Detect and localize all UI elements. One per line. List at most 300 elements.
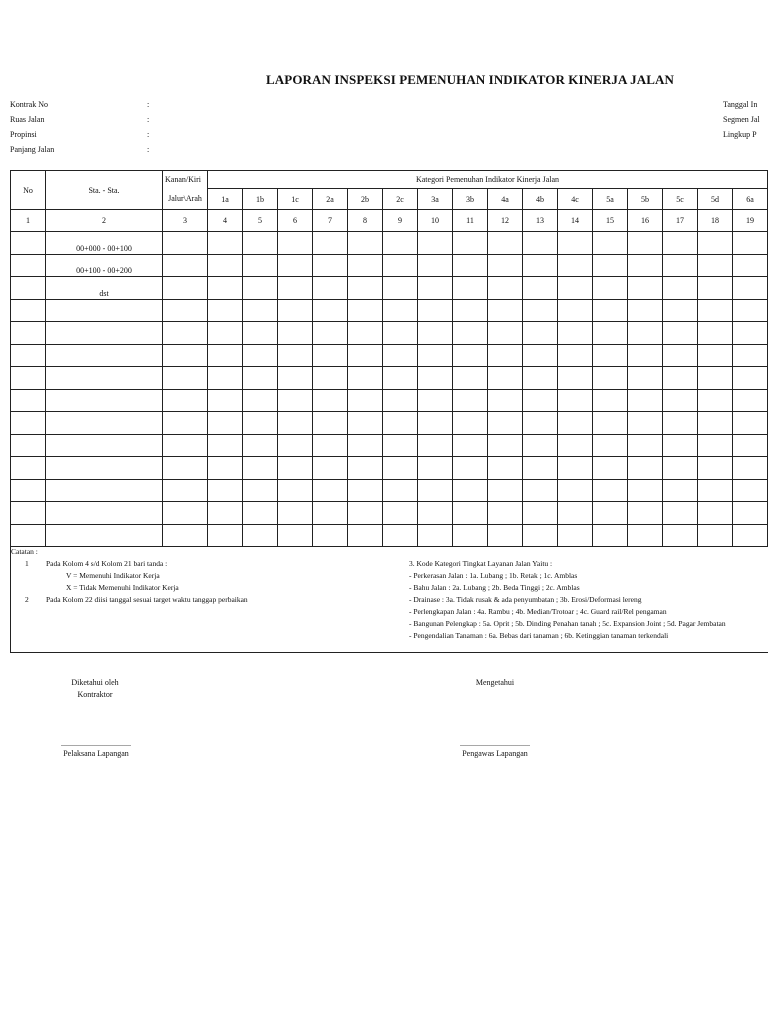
table-cell <box>488 277 523 300</box>
table-cell <box>418 457 453 480</box>
table-row <box>11 412 768 435</box>
table-cell <box>488 412 523 435</box>
table-cell <box>558 502 593 525</box>
table-cell <box>208 299 243 322</box>
category-header-5c: 5c <box>663 189 698 210</box>
table-cell <box>163 434 208 457</box>
table-cell <box>628 479 663 502</box>
meta-label-ruas: Ruas Jalan <box>10 115 45 124</box>
note-text: Pada Kolom 4 s/d Kolom 21 bari tanda : <box>46 559 168 568</box>
category-header-3b: 3b <box>453 189 488 210</box>
row-sta-range <box>46 299 163 322</box>
table-cell <box>733 389 768 412</box>
note-code: - Perlengkapan Jalan : 4a. Rambu ; 4b. Median/Trotoar ; 4c. Guard rail/Rel pengaman <box>409 607 667 616</box>
notes-section <box>10 546 768 653</box>
table-cell <box>243 277 278 300</box>
table-cell <box>163 457 208 480</box>
table-cell <box>383 502 418 525</box>
table-row <box>11 232 768 255</box>
table-cell <box>488 299 523 322</box>
row-sta-range: dst <box>46 277 163 300</box>
table-cell <box>698 524 733 547</box>
table-cell <box>698 502 733 525</box>
table-cell <box>208 479 243 502</box>
table-cell <box>523 412 558 435</box>
table-cell <box>698 457 733 480</box>
header-side-1: Kanan/Kiri <box>163 171 208 189</box>
table-cell <box>628 299 663 322</box>
table-cell <box>488 367 523 390</box>
note-text: V = Memenuhi Indikator Kerja <box>66 571 160 580</box>
row-sta-range <box>46 344 163 367</box>
table-cell <box>243 254 278 277</box>
row-sta-range <box>46 479 163 502</box>
table-cell <box>488 254 523 277</box>
table-cell <box>348 277 383 300</box>
table-cell <box>453 232 488 255</box>
table-cell <box>523 232 558 255</box>
table-cell <box>11 434 46 457</box>
meta-colon: : <box>147 145 150 154</box>
table-cell <box>663 322 698 345</box>
column-number: 15 <box>593 210 628 232</box>
table-cell <box>278 524 313 547</box>
meta-right-tanggal: Tanggal In <box>723 100 758 109</box>
table-cell <box>348 299 383 322</box>
table-cell <box>558 277 593 300</box>
table-cell <box>278 389 313 412</box>
category-header-2a: 2a <box>313 189 348 210</box>
table-cell <box>243 367 278 390</box>
table-cell <box>628 434 663 457</box>
table-cell <box>523 277 558 300</box>
table-cell <box>523 524 558 547</box>
meta-colon: : <box>147 115 150 124</box>
meta-colon: : <box>147 100 150 109</box>
table-cell <box>313 479 348 502</box>
category-header-4a: 4a <box>488 189 523 210</box>
row-sta-range: 00+000 - 00+100 <box>46 232 163 255</box>
table-cell <box>593 254 628 277</box>
table-cell <box>663 502 698 525</box>
table-cell <box>383 457 418 480</box>
row-sta-range <box>46 389 163 412</box>
table-cell <box>523 457 558 480</box>
table-row <box>11 457 768 480</box>
table-cell <box>348 344 383 367</box>
table-cell <box>313 344 348 367</box>
header-sta: Sta. - Sta. <box>46 171 163 210</box>
table-cell <box>208 277 243 300</box>
table-cell <box>11 389 46 412</box>
row-sta-range <box>46 524 163 547</box>
header-no: No <box>11 171 46 210</box>
table-cell <box>593 479 628 502</box>
column-number: 14 <box>558 210 593 232</box>
table-cell <box>488 232 523 255</box>
page-title: LAPORAN INSPEKSI PEMENUHAN INDIKATOR KINERJA JALAN <box>266 72 674 87</box>
table-cell <box>733 434 768 457</box>
table-cell <box>278 457 313 480</box>
table-cell <box>348 412 383 435</box>
table-cell <box>593 367 628 390</box>
table-cell <box>558 322 593 345</box>
table-cell <box>163 479 208 502</box>
table-cell <box>208 502 243 525</box>
table-cell <box>348 502 383 525</box>
table-cell <box>278 232 313 255</box>
category-header-2b: 2b <box>348 189 383 210</box>
column-number: 3 <box>163 210 208 232</box>
table-cell <box>313 412 348 435</box>
table-cell <box>208 367 243 390</box>
table-cell <box>243 322 278 345</box>
meta-left <box>10 100 170 160</box>
table-cell <box>348 232 383 255</box>
table-row <box>11 367 768 390</box>
table-cell <box>628 524 663 547</box>
note-code: - Drainase : 3a. Tidak rusak & ada penyumbatan ; 3b. Erosi/Deformasi lereng <box>409 595 642 604</box>
table-cell <box>11 502 46 525</box>
category-header-5d: 5d <box>698 189 733 210</box>
table-cell <box>208 344 243 367</box>
table-cell <box>733 322 768 345</box>
table-cell <box>453 479 488 502</box>
table-cell <box>243 524 278 547</box>
table-cell <box>383 389 418 412</box>
table-cell <box>278 367 313 390</box>
note-num: 1 <box>25 559 29 568</box>
table-cell <box>698 299 733 322</box>
table-cell <box>383 524 418 547</box>
category-header-6a: 6a <box>733 189 768 210</box>
table-cell <box>313 502 348 525</box>
table-cell <box>593 322 628 345</box>
table-cell <box>698 389 733 412</box>
table-cell <box>418 232 453 255</box>
row-sta-range <box>46 367 163 390</box>
column-number: 9 <box>383 210 418 232</box>
table-cell <box>313 232 348 255</box>
table-cell <box>418 434 453 457</box>
table-cell <box>313 367 348 390</box>
table-cell <box>733 277 768 300</box>
column-number: 2 <box>46 210 163 232</box>
table-cell <box>593 277 628 300</box>
table-cell <box>208 232 243 255</box>
table-cell <box>558 389 593 412</box>
table-cell <box>593 524 628 547</box>
table-cell <box>593 412 628 435</box>
table-cell <box>313 299 348 322</box>
category-header-3a: 3a <box>418 189 453 210</box>
table-cell <box>663 277 698 300</box>
table-cell <box>593 389 628 412</box>
table-cell <box>208 389 243 412</box>
meta-label-kontrak: Kontrak No <box>10 100 48 109</box>
table-cell <box>593 232 628 255</box>
table-cell <box>733 457 768 480</box>
table-cell <box>163 412 208 435</box>
table-cell <box>453 434 488 457</box>
table-cell <box>313 457 348 480</box>
table-cell <box>278 254 313 277</box>
table-cell <box>348 322 383 345</box>
table-cell <box>733 524 768 547</box>
table-cell <box>383 322 418 345</box>
table-cell <box>163 232 208 255</box>
sign-left-line: ................................... <box>61 739 131 748</box>
table-cell <box>313 322 348 345</box>
column-number: 7 <box>313 210 348 232</box>
table-cell <box>663 524 698 547</box>
table-cell <box>698 479 733 502</box>
table-cell <box>453 457 488 480</box>
table-cell <box>208 524 243 547</box>
header-side-2: Jalur\Arah <box>163 189 208 210</box>
table-cell <box>488 434 523 457</box>
note-num: 2 <box>25 595 29 604</box>
table-cell <box>488 344 523 367</box>
table-cell <box>558 344 593 367</box>
table-cell <box>243 412 278 435</box>
table-cell <box>418 322 453 345</box>
table-cell <box>278 277 313 300</box>
table-cell <box>383 344 418 367</box>
row-sta-range <box>46 502 163 525</box>
table-cell <box>348 254 383 277</box>
table-cell <box>418 254 453 277</box>
table-cell <box>278 479 313 502</box>
table-cell <box>663 434 698 457</box>
table-cell <box>243 457 278 480</box>
sign-left-role: Pelaksana Lapangan <box>63 749 129 758</box>
table-cell <box>733 367 768 390</box>
table-cell <box>163 277 208 300</box>
row-sta-range <box>46 412 163 435</box>
table-cell <box>698 322 733 345</box>
header-categories: Kategori Pemenuhan Indikator Kinerja Jalan <box>208 171 768 189</box>
table-cell <box>208 322 243 345</box>
table-cell <box>523 389 558 412</box>
table-cell <box>733 479 768 502</box>
table-cell <box>628 344 663 367</box>
table-cell <box>488 322 523 345</box>
table-cell <box>383 277 418 300</box>
table-cell <box>628 457 663 480</box>
meta-right-lingkup: Lingkup P <box>723 130 757 139</box>
table-cell <box>418 412 453 435</box>
table-cell <box>593 299 628 322</box>
table-cell <box>163 322 208 345</box>
table-cell <box>663 389 698 412</box>
table-cell <box>523 254 558 277</box>
table-cell <box>593 344 628 367</box>
table-cell <box>453 277 488 300</box>
table-cell <box>348 457 383 480</box>
column-number: 5 <box>243 210 278 232</box>
table-cell <box>383 434 418 457</box>
meta-label-panjang: Panjang Jalan <box>10 145 55 154</box>
column-number: 8 <box>348 210 383 232</box>
table-row <box>11 299 768 322</box>
category-header-4b: 4b <box>523 189 558 210</box>
meta-colon: : <box>147 130 150 139</box>
table-cell <box>523 367 558 390</box>
table-cell <box>453 412 488 435</box>
table-cell <box>313 254 348 277</box>
table-cell <box>11 344 46 367</box>
table-cell <box>488 479 523 502</box>
table-cell <box>453 524 488 547</box>
table-cell <box>278 299 313 322</box>
sign-right-role: Pengawas Lapangan <box>462 749 528 758</box>
column-number: 19 <box>733 210 768 232</box>
table-cell <box>278 412 313 435</box>
category-header-5a: 5a <box>593 189 628 210</box>
table-cell <box>558 367 593 390</box>
table-cell <box>453 502 488 525</box>
category-header-5b: 5b <box>628 189 663 210</box>
table-cell <box>163 502 208 525</box>
note-code: - Pengendalian Tanaman : 6a. Bebas dari tanaman ; 6b. Ketinggian tanaman terkendali <box>409 631 669 640</box>
table-cell <box>418 479 453 502</box>
table-cell <box>453 254 488 277</box>
table-cell <box>453 299 488 322</box>
table-cell <box>558 254 593 277</box>
table-cell <box>418 299 453 322</box>
column-number: 16 <box>628 210 663 232</box>
table-cell <box>453 322 488 345</box>
table-cell <box>383 299 418 322</box>
category-header-1a: 1a <box>208 189 243 210</box>
row-sta-range <box>46 434 163 457</box>
table-cell <box>558 412 593 435</box>
table-cell <box>383 412 418 435</box>
table-cell <box>313 524 348 547</box>
table-cell <box>733 232 768 255</box>
table-cell <box>523 299 558 322</box>
row-sta-range <box>46 457 163 480</box>
table-cell <box>418 367 453 390</box>
note-code: - Bangunan Pelengkap : 5a. Oprit ; 5b. Dinding Penahan tanah ; 5c. Expansion Joint ; 5d. Pagar Jembatan <box>409 619 726 628</box>
table-row <box>11 277 768 300</box>
table-cell <box>313 277 348 300</box>
table-cell <box>663 367 698 390</box>
table-cell <box>453 367 488 390</box>
table-cell <box>243 434 278 457</box>
table-cell <box>243 344 278 367</box>
table-cell <box>733 344 768 367</box>
column-number: 12 <box>488 210 523 232</box>
table-cell <box>733 254 768 277</box>
note-text: Pada Kolom 22 diisi tanggal sesuai target waktu tanggap perbaikan <box>46 595 248 604</box>
table-cell <box>163 299 208 322</box>
table-cell <box>453 344 488 367</box>
table-cell <box>663 457 698 480</box>
row-sta-range <box>46 322 163 345</box>
meta-right-segmen: Segmen Jal <box>723 115 760 124</box>
table-cell <box>348 479 383 502</box>
table-cell <box>593 502 628 525</box>
table-cell <box>11 367 46 390</box>
table-cell <box>593 457 628 480</box>
table-cell <box>278 434 313 457</box>
table-cell <box>11 232 46 255</box>
table-cell <box>628 367 663 390</box>
sign-left-sub: Kontraktor <box>77 690 113 699</box>
table-row <box>11 389 768 412</box>
table-cell <box>628 232 663 255</box>
column-number: 4 <box>208 210 243 232</box>
table-cell <box>523 344 558 367</box>
row-sta-range: 00+100 - 00+200 <box>46 254 163 277</box>
table-cell <box>11 412 46 435</box>
table-cell <box>243 232 278 255</box>
notes-heading: Catatan : <box>11 547 38 556</box>
table-cell <box>383 254 418 277</box>
table-cell <box>383 232 418 255</box>
table-cell <box>523 479 558 502</box>
table-cell <box>418 389 453 412</box>
table-cell <box>163 367 208 390</box>
table-cell <box>278 322 313 345</box>
table-cell <box>523 322 558 345</box>
column-number: 17 <box>663 210 698 232</box>
table-row <box>11 502 768 525</box>
table-cell <box>733 299 768 322</box>
table-cell <box>488 457 523 480</box>
table-cell <box>663 254 698 277</box>
sign-left-head: Diketahui oleh <box>71 678 119 687</box>
table-cell <box>11 322 46 345</box>
table-cell <box>488 502 523 525</box>
table-row <box>11 322 768 345</box>
category-header-1b: 1b <box>243 189 278 210</box>
table-cell <box>558 457 593 480</box>
table-cell <box>663 479 698 502</box>
table-cell <box>523 434 558 457</box>
table-cell <box>243 389 278 412</box>
table-cell <box>558 434 593 457</box>
table-cell <box>11 277 46 300</box>
table-cell <box>558 479 593 502</box>
note-code: - Bahu Jalan : 2a. Lubang ; 2b. Beda Tinggi ; 2c. Amblas <box>409 583 580 592</box>
table-cell <box>733 412 768 435</box>
column-number: 13 <box>523 210 558 232</box>
table-cell <box>11 479 46 502</box>
table-row <box>11 434 768 457</box>
table-cell <box>313 389 348 412</box>
table-cell <box>243 479 278 502</box>
category-header-4c: 4c <box>558 189 593 210</box>
table-cell <box>628 322 663 345</box>
table-cell <box>698 344 733 367</box>
table-row <box>11 479 768 502</box>
table-cell <box>418 524 453 547</box>
table-cell <box>628 277 663 300</box>
table-cell <box>11 457 46 480</box>
column-number: 6 <box>278 210 313 232</box>
table-cell <box>208 254 243 277</box>
table-cell <box>348 389 383 412</box>
table-cell <box>348 367 383 390</box>
column-number: 11 <box>453 210 488 232</box>
table-cell <box>11 254 46 277</box>
table-cell <box>733 502 768 525</box>
table-cell <box>488 389 523 412</box>
table-row <box>11 344 768 367</box>
